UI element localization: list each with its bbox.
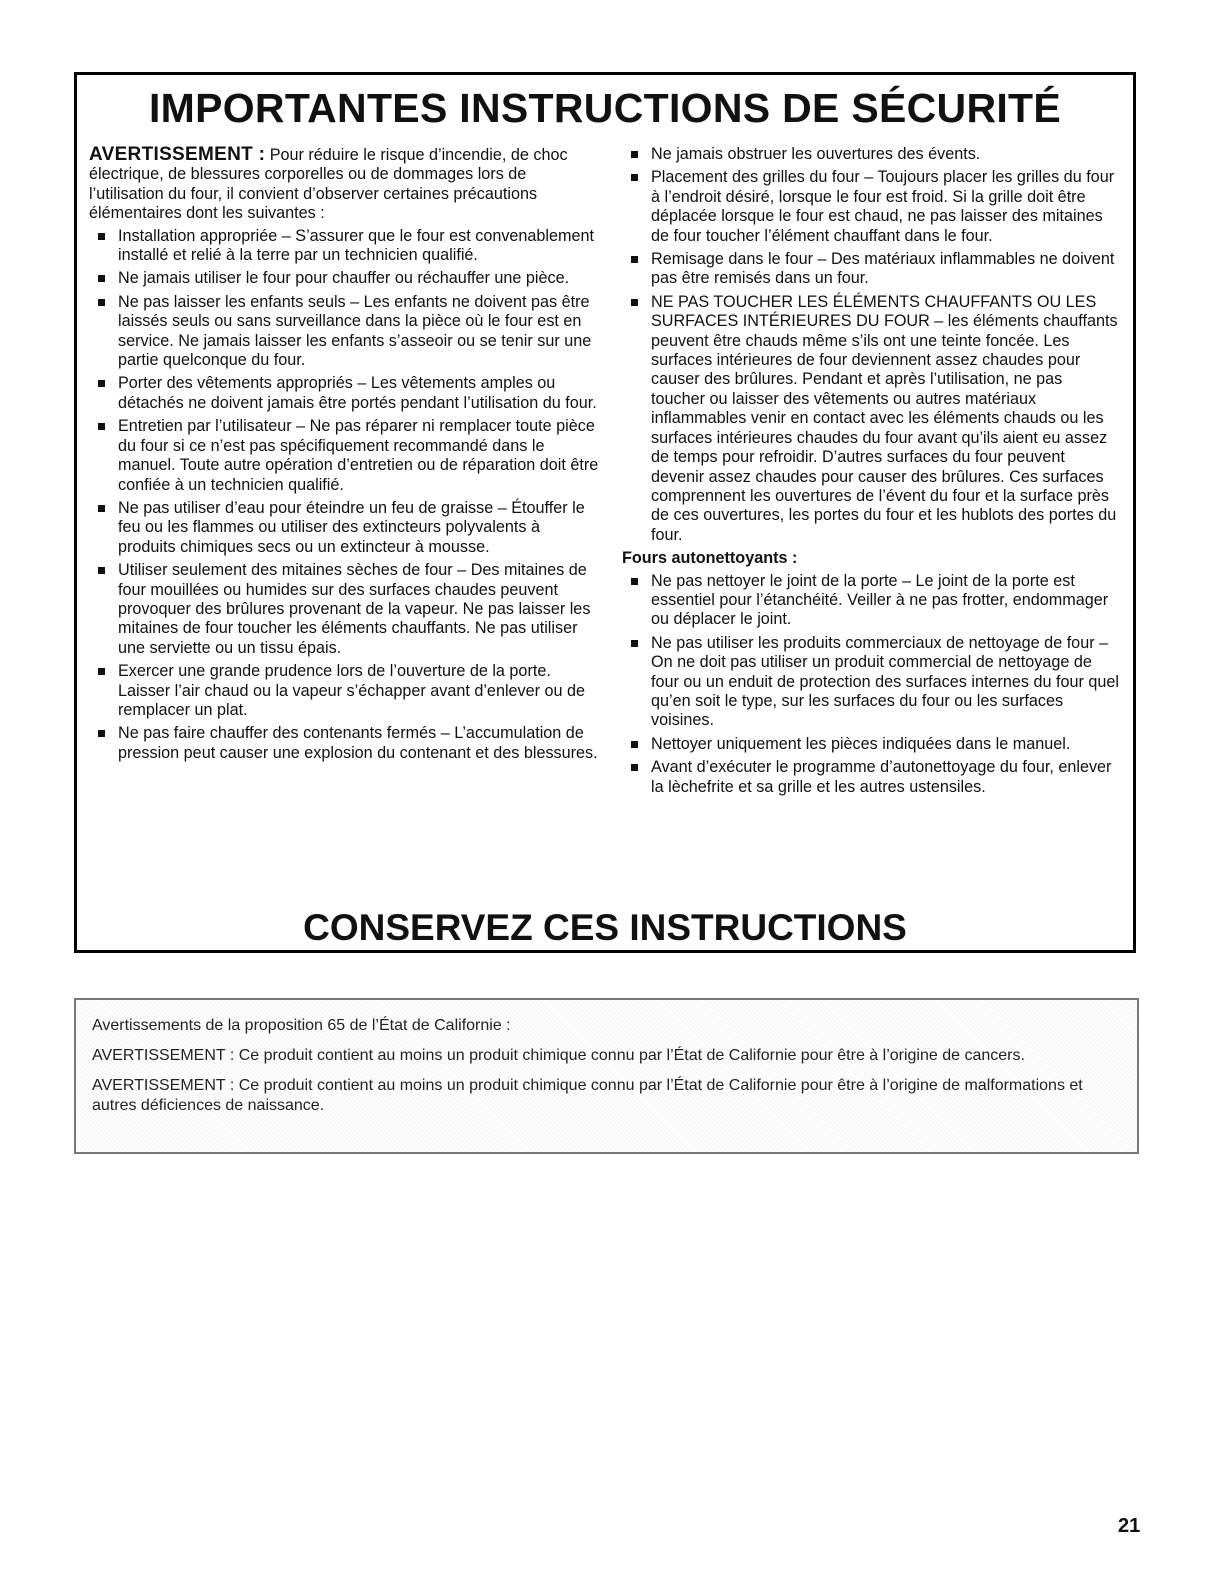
bullet-icon (98, 505, 105, 512)
bullet-icon (631, 151, 638, 158)
list-item: Placement des grilles du four – Toujours placer les grilles du four à l’endroit désiré, lorsque le four est froid. Si la grille doit être déplacée lorsque le four est chaud, ne pas laisser des mitaines de four toucher l’élément chauffant dans le four. (622, 168, 1120, 246)
list-item: Exercer une grande prudence lors de l’ouverture de la porte. Laisser l’air chaud ou la vapeur s’échapper avant d’enlever ou de remplacer un plat. (89, 662, 601, 720)
list-item: Ne pas utiliser les produits commerciaux de nettoyage de four – On ne doit pas utiliser un produit commercial de nettoyage de four ou un enduit de protection des surfaces internes du four quel qu’en soit le type, sur les surfaces du four ou les surfaces voisines. (622, 634, 1120, 731)
bullet-icon (631, 764, 638, 771)
page-number: 21 (1118, 1515, 1141, 1537)
list-item: Ne jamais obstruer les ouvertures des évents. (622, 145, 1120, 164)
list-item: Remisage dans le four – Des matériaux inflammables ne doivent pas être remisés dans un four. (622, 250, 1120, 289)
bullet-icon (98, 730, 105, 737)
left-bullet-list (89, 227, 601, 764)
list-item: Ne pas nettoyer le joint de la porte – Le joint de la porte est essentiel pour l’étanchéité. Veiller à ne pas frotter, endommager ou déplacer le joint. (622, 572, 1120, 630)
safety-instructions-box (74, 72, 1136, 953)
bullet-icon (98, 233, 105, 240)
bullet-icon (98, 275, 105, 282)
bullet-icon (631, 174, 638, 181)
list-item: Entretien par l’utilisateur – Ne pas réparer ni remplacer toute pièce du four si ce n’est pas spécifiquement recommandé dans le manuel. Toute autre opération d’entretien ou de réparation doit être confiée à un technicien qualifié. (89, 417, 601, 495)
warning-label: AVERTISSEMENT : (89, 144, 266, 165)
right-bullet-list (622, 145, 1120, 545)
save-instructions-title: CONSERVEZ CES INSTRUCTIONS (303, 907, 907, 948)
bullet-icon (98, 567, 105, 574)
safety-title: IMPORTANTES INSTRUCTIONS DE SÉCURITÉ (148, 85, 1062, 131)
bullet-icon (98, 380, 105, 387)
warning-text: Pour réduire le risque d’incendie, de choc électrique, de blessures corporelles ou de dommages lors de l’utilisation du four, il convient d’observer certaines précautions élémentaires dont les suivantes : (89, 146, 568, 223)
bullet-icon (631, 741, 638, 748)
right-column (622, 145, 1120, 801)
list-item: Utiliser seulement des mitaines sèches de four – Des mitaines de four mouillées ou humides sur des surfaces chaudes peuvent provoquer des brûlures provenant de la vapeur. Ne pas laisser les mitaines de four toucher les éléments chauffants. Ne pas utiliser une serviette ou un tissu épais. (89, 561, 601, 658)
list-item: Nettoyer uniquement les pièces indiquées dans le manuel. (622, 735, 1120, 754)
self-clean-bullet-list (622, 572, 1120, 797)
list-item: Ne jamais utiliser le four pour chauffer ou réchauffer une pièce. (89, 269, 601, 288)
prop65-heading: Avertissements de la proposition 65 de l’État de Californie : (92, 1017, 511, 1034)
prop65-warning-birth-defects: AVERTISSEMENT : Ce produit contient au moins un produit chimique connu par l’État de Californie pour être à l’origine de malformations et autres déficiences de naissance. (92, 1077, 1083, 1114)
prop65-warning-cancer: AVERTISSEMENT : Ce produit contient au moins un produit chimique connu par l’État de Californie pour être à l’origine de cancers. (92, 1047, 1025, 1064)
list-item: Installation appropriée – S’assurer que le four est convenablement installé et relié à la terre par un technicien qualifié. (89, 227, 601, 266)
list-item: Avant d’exécuter le programme d’autonettoyage du four, enlever la lèchefrite et sa grille et les autres ustensiles. (622, 758, 1120, 797)
list-item: Ne pas laisser les enfants seuls – Les enfants ne doivent pas être laissés seuls ou sans surveillance dans la pièce où le four est en service. Ne jamais laisser les enfants s’asseoir ou se tenir sur une partie quelconque du four. (89, 293, 601, 371)
list-item: Ne pas utiliser d’eau pour éteindre un feu de graisse – Étouffer le feu ou les flammes ou utiliser des extincteurs polyvalents à produits chimiques secs ou un extincteur à mousse. (89, 499, 601, 557)
bullet-icon (631, 256, 638, 263)
prop65-warning-box (74, 998, 1139, 1154)
bullet-icon (631, 578, 638, 585)
warning-intro (89, 145, 601, 224)
bullet-icon (631, 640, 638, 647)
self-clean-heading: Fours autonettoyants : (622, 549, 798, 568)
list-item: NE PAS TOUCHER LES ÉLÉMENTS CHAUFFANTS OU LES SURFACES INTÉRIEURES DU FOUR – les éléments chauffants peuvent être chauds même s’ils ont une teinte foncée. Les surfaces intérieures de four deviennent assez chaudes pour causer des brûlures. Pendant et après l’utilisation, ne pas toucher ou laisser des vêtements ou autres matériaux inflammables venir en contact avec les éléments chauds ou les surfaces intérieures chaudes du four avant qu’ils aient eu assez de temps pour refroidir. D’autres surfaces du four peuvent devenir assez chaudes pour causer des brûlures. Ces surfaces comprennent les ouvertures de l’évent du four et la surface près de ces ouvertures, les portes du four et les hublots des portes du four. (622, 293, 1120, 545)
list-item: Ne pas faire chauffer des contenants fermés – L’accumulation de pression peut causer une explosion du contenant et des blessures. (89, 724, 601, 763)
bullet-icon (98, 668, 105, 675)
bullet-icon (98, 299, 105, 306)
bullet-icon (98, 423, 105, 430)
list-item: Porter des vêtements appropriés – Les vêtements amples ou détachés ne doivent jamais être portés pendant l’utilisation du four. (89, 374, 601, 413)
left-column (89, 145, 601, 767)
bullet-icon (631, 299, 638, 306)
